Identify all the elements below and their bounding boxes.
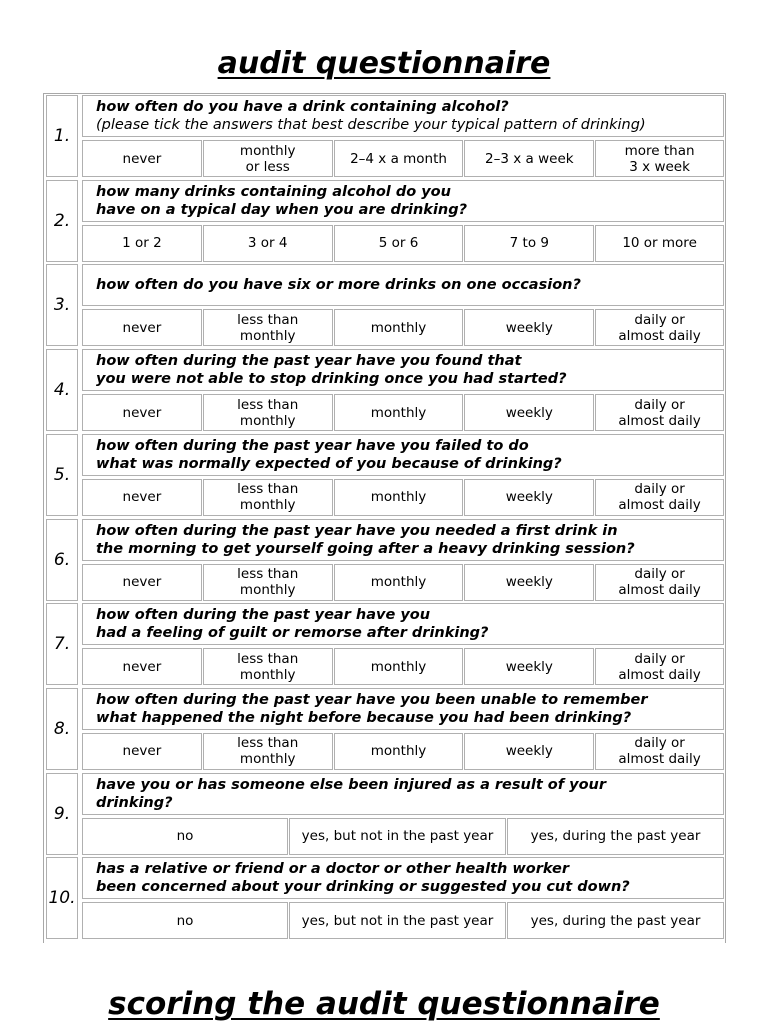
question-number: 9. — [46, 773, 78, 855]
answer-row — [82, 733, 724, 770]
answer-option[interactable]: 2–4 x a month — [334, 140, 464, 177]
answer-option[interactable]: daily or almost daily — [595, 564, 724, 601]
question-text: how often during the past year have you needed a first drink in the morning to get yourself going after a heavy drinking session? — [96, 522, 635, 557]
answer-row — [82, 309, 724, 346]
answer-option[interactable]: monthly — [334, 394, 464, 431]
question-text-cell — [82, 264, 724, 306]
answer-option[interactable]: weekly — [464, 733, 594, 770]
answer-option[interactable]: weekly — [464, 309, 594, 346]
answer-row — [82, 225, 724, 262]
answer-row — [82, 479, 724, 516]
answer-row — [82, 564, 724, 601]
answer-option[interactable]: weekly — [464, 479, 594, 516]
question-text: how often during the past year have you failed to do what was normally expected of you because of drinking? — [96, 437, 562, 472]
question-number: 10. — [46, 857, 78, 939]
answer-option[interactable]: 10 or more — [595, 225, 724, 262]
answer-option[interactable]: daily or almost daily — [595, 479, 724, 516]
answer-option[interactable]: weekly — [464, 394, 594, 431]
question-text: how often do you have a drink containing alcohol? — [96, 99, 509, 115]
answer-option[interactable]: less than monthly — [203, 479, 333, 516]
answer-option[interactable]: no — [82, 902, 288, 939]
answer-option[interactable]: never — [82, 140, 202, 177]
question-block — [44, 180, 727, 262]
question-text-cell — [82, 434, 724, 476]
question-block — [44, 773, 727, 855]
answer-row — [82, 140, 724, 177]
question-text: have you or has someone else been injured as a result of your drinking? — [96, 776, 606, 811]
answer-option[interactable]: never — [82, 394, 202, 431]
question-text-cell — [82, 773, 724, 815]
question-text: how often do you have six or more drinks on one occasion? — [96, 277, 581, 294]
answer-option[interactable]: 5 or 6 — [334, 225, 464, 262]
question-number: 8. — [46, 688, 78, 770]
question-number: 1. — [46, 95, 78, 177]
answer-option[interactable]: 1 or 2 — [82, 225, 202, 262]
answer-option[interactable]: weekly — [464, 648, 594, 685]
question-block — [44, 349, 727, 431]
answer-option[interactable]: no — [82, 818, 288, 855]
question-text: how often during the past year have you been unable to remember what happened the night before because you had been drinking? — [96, 691, 648, 726]
answer-option[interactable]: less than monthly — [203, 394, 333, 431]
answer-option[interactable]: daily or almost daily — [595, 394, 724, 431]
question-text-cell — [82, 603, 724, 645]
answer-option[interactable]: monthly — [334, 564, 464, 601]
question-number: 2. — [46, 180, 78, 262]
answer-option[interactable]: monthly — [334, 733, 464, 770]
scoring-section-title: scoring the audit questionnaire — [108, 986, 660, 1022]
answer-row — [82, 394, 724, 431]
answer-option[interactable]: 7 to 9 — [464, 225, 594, 262]
answer-option[interactable]: less than monthly — [203, 309, 333, 346]
answer-option[interactable]: daily or almost daily — [595, 309, 724, 346]
question-block — [44, 603, 727, 685]
answer-row — [82, 818, 724, 855]
answer-option[interactable]: yes, but not in the past year — [289, 818, 506, 855]
answer-option[interactable]: yes, during the past year — [507, 902, 724, 939]
question-number: 6. — [46, 519, 78, 601]
answer-option[interactable]: yes, but not in the past year — [289, 902, 506, 939]
questionnaire-table — [43, 93, 726, 943]
answer-option[interactable]: never — [82, 648, 202, 685]
question-block — [44, 95, 727, 177]
answer-option[interactable]: never — [82, 479, 202, 516]
question-text-cell — [82, 519, 724, 561]
answer-option[interactable]: less than monthly — [203, 733, 333, 770]
question-text-cell — [82, 180, 724, 222]
question-instruction: (please tick the answers that best describe your typical pattern of drinking) — [96, 117, 646, 133]
question-text: has a relative or friend or a doctor or other health worker been concerned about your drinking or suggested you cut down? — [96, 861, 630, 896]
answer-row — [82, 648, 724, 685]
answer-option[interactable]: never — [82, 733, 202, 770]
answer-option[interactable]: never — [82, 309, 202, 346]
answer-option[interactable]: 3 or 4 — [203, 225, 333, 262]
answer-option[interactable]: monthly or less — [203, 140, 333, 177]
question-text: how often during the past year have you had a feeling of guilt or remorse after drinking? — [96, 607, 489, 642]
answer-option[interactable]: monthly — [334, 479, 464, 516]
question-number: 3. — [46, 264, 78, 346]
question-number: 4. — [46, 349, 78, 431]
answer-row — [82, 902, 724, 939]
answer-option[interactable]: 2–3 x a week — [464, 140, 594, 177]
question-number: 5. — [46, 434, 78, 516]
question-text: how many drinks containing alcohol do you have on a typical day when you are drinking? — [96, 183, 468, 218]
question-text-cell — [82, 95, 724, 137]
answer-option[interactable]: monthly — [334, 309, 464, 346]
answer-option[interactable]: yes, during the past year — [507, 818, 724, 855]
answer-option[interactable]: never — [82, 564, 202, 601]
question-text-cell — [82, 857, 724, 899]
question-text: how often during the past year have you found that you were not able to stop drinking once you had started? — [96, 353, 567, 388]
question-number: 7. — [46, 603, 78, 685]
answer-option[interactable]: daily or almost daily — [595, 648, 724, 685]
question-block — [44, 688, 727, 770]
question-block — [44, 434, 727, 516]
answer-option[interactable]: monthly — [334, 648, 464, 685]
answer-option[interactable]: daily or almost daily — [595, 733, 724, 770]
answer-option[interactable]: weekly — [464, 564, 594, 601]
question-block — [44, 519, 727, 601]
question-text-cell — [82, 688, 724, 730]
answer-option[interactable]: more than 3 x week — [595, 140, 724, 177]
answer-option[interactable]: less than monthly — [203, 564, 333, 601]
page-title: audit questionnaire — [217, 46, 551, 81]
question-text-cell — [82, 349, 724, 391]
answer-option[interactable]: less than monthly — [203, 648, 333, 685]
question-block — [44, 857, 727, 939]
question-block — [44, 264, 727, 346]
